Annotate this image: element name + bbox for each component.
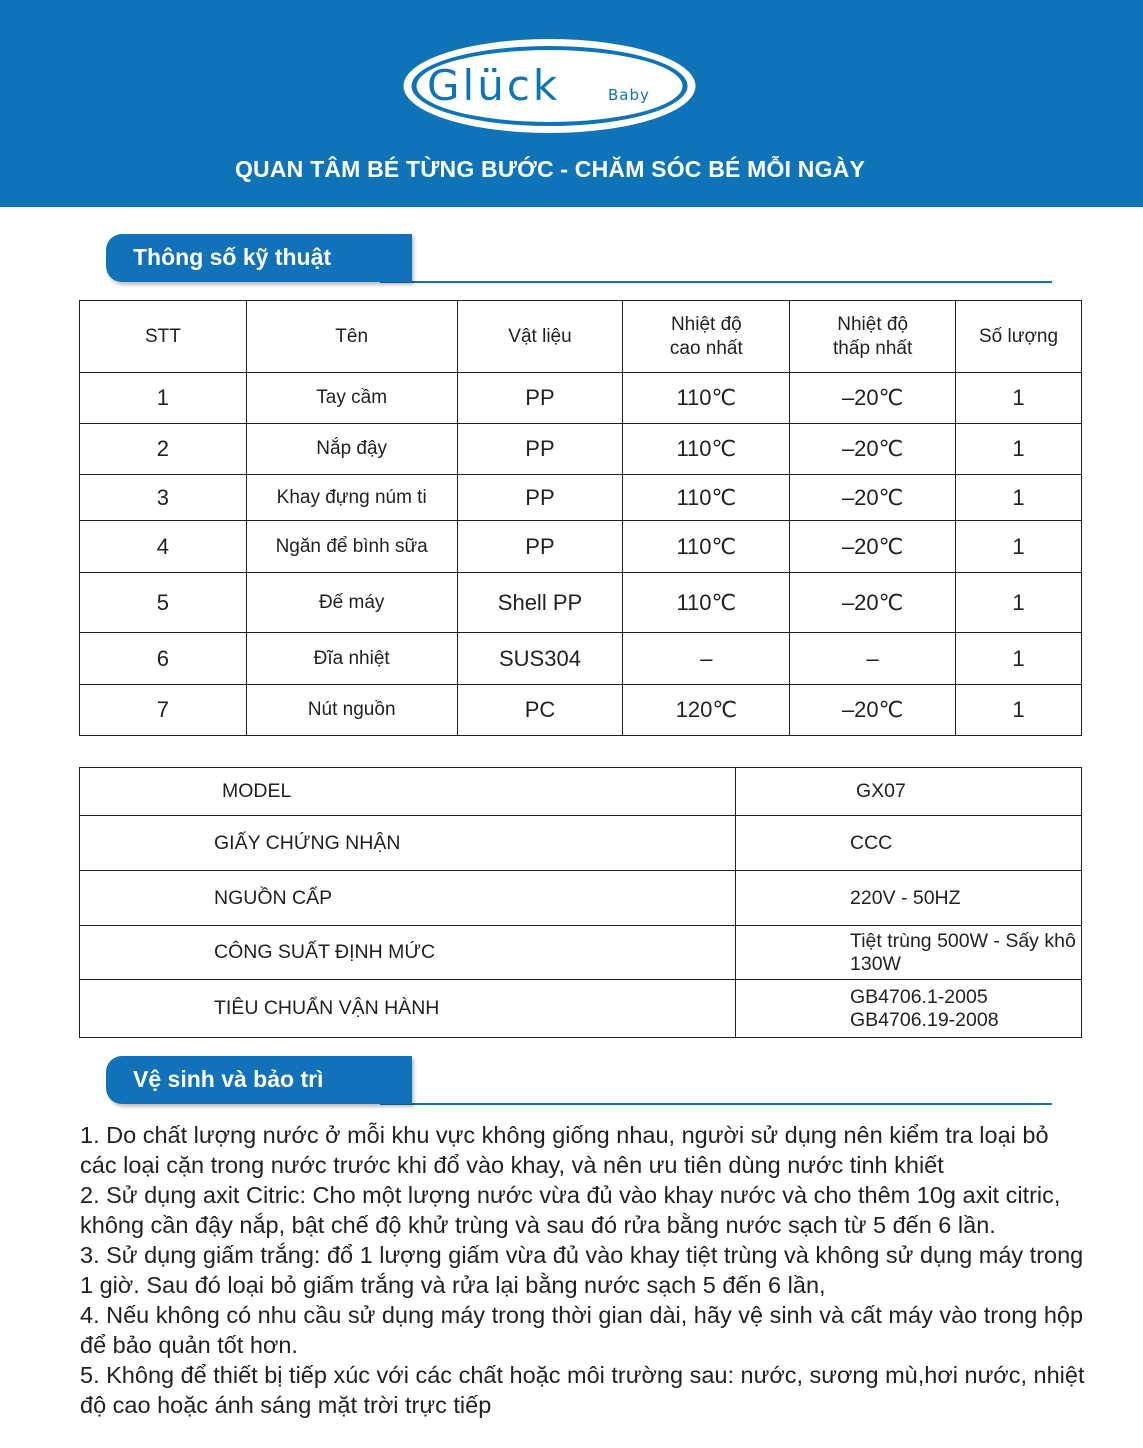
header-name: Tên xyxy=(246,301,457,373)
standard-value: GB4706.1-2005 GB4706.19-2008 xyxy=(736,980,1082,1038)
cell-stt: 3 xyxy=(80,475,247,521)
logo-subtext: Baby xyxy=(608,86,650,104)
header-max-temp-line2: cao nhất xyxy=(669,337,743,359)
table-row xyxy=(80,633,1082,685)
cell-max-temp: 110℃ xyxy=(623,521,790,573)
cell-stt: 2 xyxy=(80,424,247,475)
table-row xyxy=(80,573,1082,633)
cell-max-temp: 110℃ xyxy=(623,424,790,475)
cell-name: Nắp đậy xyxy=(246,424,457,475)
cell-material: SUS304 xyxy=(457,633,623,685)
care-item-4: 4. Nếu không có nhu cầu sử dụng máy trong thời gian dài, hãy vệ sinh và cất máy vào trong hộp để bảo quản tốt hơn. xyxy=(80,1302,1084,1358)
cell-stt: 7 xyxy=(80,685,247,736)
header-min-temp-line2: thấp nhất xyxy=(833,337,913,359)
cell-material: PP xyxy=(457,373,623,424)
tagline: QUAN TÂM BÉ TỪNG BƯỚC - CHĂM SÓC BÉ MỖI NGÀY xyxy=(234,156,866,182)
spec-table-header xyxy=(80,301,1082,373)
cell-name: Nút nguồn xyxy=(246,685,457,736)
cell-name: Đế máy xyxy=(246,573,457,633)
cell-min-temp: –20℃ xyxy=(790,573,956,633)
power-supply-value: 220V - 50HZ xyxy=(736,871,1082,926)
table-row xyxy=(80,871,1082,926)
table-row xyxy=(80,424,1082,475)
cell-min-temp: –20℃ xyxy=(790,685,956,736)
table-row xyxy=(80,373,1082,424)
cell-material: PP xyxy=(457,521,623,573)
cell-min-temp: – xyxy=(790,633,956,685)
table-row xyxy=(80,980,1082,1038)
header-max-temp-line1: Nhiệt độ xyxy=(670,313,742,335)
logo-text: Glück xyxy=(427,61,561,110)
care-instructions xyxy=(80,1120,1090,1420)
certificate-key: GIẤY CHỨNG NHẬN xyxy=(80,816,736,871)
table-row xyxy=(80,768,1082,816)
gluck-baby-logo xyxy=(401,36,698,136)
header-material: Vật liệu xyxy=(457,301,623,373)
header-max-temp xyxy=(623,301,790,373)
standard-key: TIÊU CHUẨN VẬN HÀNH xyxy=(80,980,736,1038)
spec-table xyxy=(79,300,1082,736)
cell-qty: 1 xyxy=(956,573,1082,633)
cell-qty: 1 xyxy=(956,424,1082,475)
cell-qty: 1 xyxy=(956,685,1082,736)
certificate-value: CCC xyxy=(736,816,1082,871)
cell-stt: 1 xyxy=(80,373,247,424)
care-section-tab xyxy=(106,1056,412,1104)
specs-section-title: Thông số kỹ thuật xyxy=(133,244,332,270)
header-min-temp-line1: Nhiệt độ xyxy=(837,313,909,335)
cell-max-temp: 120℃ xyxy=(623,685,790,736)
cell-max-temp: – xyxy=(623,633,790,685)
table-row xyxy=(80,926,1082,980)
care-item-2: 2. Sử dụng axit Citric: Cho một lượng nước vừa đủ vào khay nước và cho thêm 10g axit citric, không cần đậy nắp, bật chế độ khử trùng và sau đó rửa bằng nước sạch từ 5 đến 6 lần. xyxy=(80,1182,1061,1238)
table-row xyxy=(80,816,1082,871)
page-header xyxy=(0,0,1143,207)
cell-stt: 6 xyxy=(80,633,247,685)
table-row xyxy=(80,475,1082,521)
care-item-5: 5. Không để thiết bị tiếp xúc với các chất hoặc môi trường sau: nước, sương mù,hơi nước, nhiệt độ cao hoặc ánh sáng mặt trời trực tiếp xyxy=(80,1362,1085,1418)
model-table xyxy=(79,767,1082,1038)
rated-power-key: CÔNG SUẤT ĐỊNH MỨC xyxy=(80,926,736,980)
cell-qty: 1 xyxy=(956,521,1082,573)
header-qty: Số lượng xyxy=(956,301,1082,373)
cell-max-temp: 110℃ xyxy=(623,475,790,521)
cell-name: Ngăn để bình sữa xyxy=(246,521,457,573)
header-min-temp xyxy=(790,301,956,373)
cell-name: Khay đựng núm ti xyxy=(246,475,457,521)
specs-section-tab xyxy=(106,234,412,282)
cell-qty: 1 xyxy=(956,633,1082,685)
power-supply-key: NGUỒN CẤP xyxy=(80,871,736,926)
model-key: MODEL xyxy=(80,768,736,816)
rated-power-value: Tiệt trùng 500W - Sấy khô 130W xyxy=(736,926,1082,980)
care-item-3: 3. Sử dụng giấm trắng: đổ 1 lượng giấm vừa đủ vào khay tiệt trùng và không sử dụng máy trong 1 giờ. Sau đó loại bỏ giấm trắng và rửa lại bằng nước sạch 5 đến 6 lần, xyxy=(80,1242,1084,1298)
care-item-1: 1. Do chất lượng nước ở mỗi khu vực không giống nhau, người sử dụng nên kiểm tra loại bỏ các loại cặn trong nước trước khi đổ vào khay, và nên ưu tiên dùng nước tinh khiết xyxy=(80,1122,1049,1178)
cell-stt: 4 xyxy=(80,521,247,573)
model-value: GX07 xyxy=(736,768,1082,816)
cell-material: Shell PP xyxy=(457,573,623,633)
cell-max-temp: 110℃ xyxy=(623,573,790,633)
cell-stt: 5 xyxy=(80,573,247,633)
specs-section-line xyxy=(380,281,1052,283)
cell-min-temp: –20℃ xyxy=(790,475,956,521)
cell-max-temp: 110℃ xyxy=(623,373,790,424)
care-section-line xyxy=(380,1103,1052,1105)
cell-name: Tay cầm xyxy=(246,373,457,424)
table-row xyxy=(80,521,1082,573)
cell-material: PP xyxy=(457,475,623,521)
header-stt: STT xyxy=(80,301,247,373)
cell-qty: 1 xyxy=(956,373,1082,424)
cell-material: PC xyxy=(457,685,623,736)
cell-name: Đĩa nhiệt xyxy=(246,633,457,685)
cell-min-temp: –20℃ xyxy=(790,521,956,573)
care-section-title: Vệ sinh và bảo trì xyxy=(133,1066,324,1092)
cell-material: PP xyxy=(457,424,623,475)
cell-min-temp: –20℃ xyxy=(790,373,956,424)
cell-min-temp: –20℃ xyxy=(790,424,956,475)
table-row xyxy=(80,685,1082,736)
cell-qty: 1 xyxy=(956,475,1082,521)
